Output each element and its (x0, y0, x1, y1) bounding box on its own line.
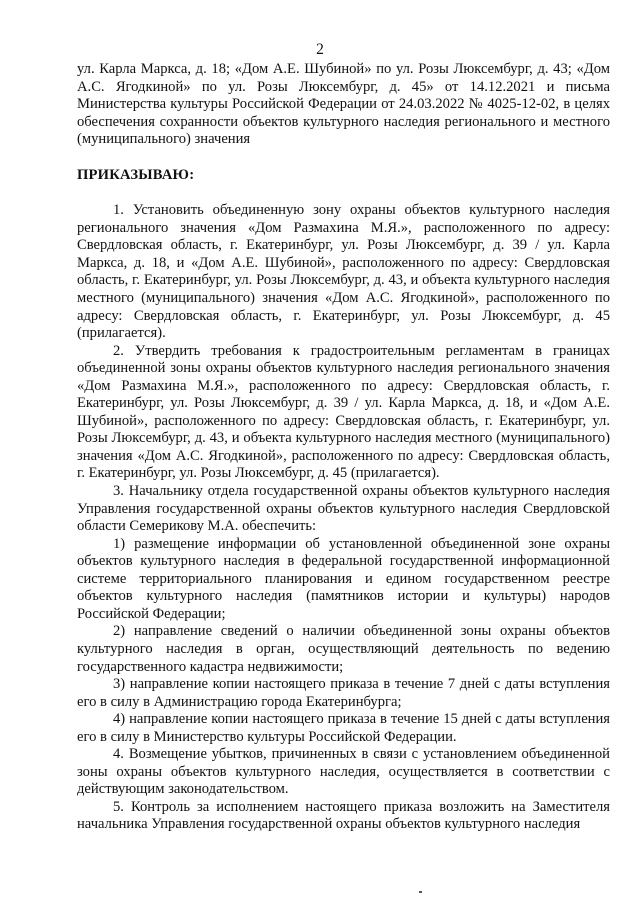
order-heading: ПРИКАЗЫВАЮ: (77, 166, 195, 183)
order-subitem-3-1: 1) размещение информации об установленной объединенной зоне охраны объектов культурного наследия в федеральной государственной информационной системе территориального планирования и едином государственном реестре объектов культурного наследия (памятников истории и культуры) народов Российской Федерации; (77, 535, 610, 622)
scan-mark (419, 891, 422, 893)
order-item-4: 4. Возмещение убытков, причиненных в связи с установлением объединенной зоны охраны объектов культурного наследия, осуществляется в соответствии с действующим законодательством. (77, 746, 610, 798)
order-subitem-3-4: 4) направление копии настоящего приказа в течение 15 дней с даты вступления его в силу в Министерство культуры Российской Федерации. (77, 711, 610, 745)
order-item-5: 5. Контроль за исполнением настоящего приказа возложить на Заместителя начальника Управления государственной охраны объектов культурного наследия (77, 798, 610, 833)
document-body (77, 61, 610, 834)
order-item-3: 3. Начальнику отдела государственной охраны объектов культурного наследия Управления государственной охраны объектов культурного наследия Свердловской области Семерикову М.А. обеспечить: (77, 483, 610, 535)
order-item-1: 1. Установить объединенную зону охраны объектов культурного наследия регионального значения «Дом Размахина М.Я.», расположенного по адресу: Свердловская область, г. Екатеринбург, ул. Розы Люксембург, д. 39 / ул. Карла Маркса, д. 18, и «Дом А.Е. Шубиной», расположенного по адресу: Свердловская область, г. Екатеринбург, ул. Розы Люксембург, д. 43, и объекта культурного наследия местного (муниципального) значения «Дом А.С. Ягодкиной», расположенного по адресу: Свердловская область, г. Екатеринбург, ул. Розы Люксембург, д. 45 (прилагается). (77, 202, 610, 342)
intro-paragraph: ул. Карла Маркса, д. 18; «Дом А.Е. Шубиной» по ул. Розы Люксембург, д. 43; «Дом А.С. Ягодкиной» по ул. Розы Люксембург, д. 45» от 14.12.2021 и письма Министерства культуры Российской Федерации от 24.03.2022 № 4025-12-02, в целях обеспечения сохранности объектов культурного наследия регионального и местного (муниципального) значения (77, 61, 610, 148)
order-item-2: 2. Утвердить требования к градостроительным регламентам в границах объединенной зоны охраны объектов культурного наследия регионального значения «Дом Размахина М.Я.», расположенного по адресу: Свердловская область, г. Екатеринбург, ул. Розы Люксембург, д. 39 / ул. Карла Маркса, д. 18, и «Дом А.Е. Шубиной», расположенного по адресу: Свердловская область, г. Екатеринбург, ул. Розы Люксембург, д. 43, и объекта культурного наследия местного (муниципального) значения «Дом А.С. Ягодкиной», расположенного по адресу: Свердловская область, г. Екатеринбург, ул. Розы Люксембург, д. 45 (прилагается). (77, 342, 610, 482)
order-subitem-3-2: 2) направление сведений о наличии объединенной зоны охраны объектов культурного наследия в орган, осуществляющий деятельность по ведению государственного кадастра недвижимости; (77, 623, 610, 675)
page-number: 2 (316, 41, 324, 58)
order-subitem-3-3: 3) направление копии настоящего приказа в течение 7 дней с даты вступления его в силу в Администрацию города Екатеринбурга; (77, 676, 610, 710)
